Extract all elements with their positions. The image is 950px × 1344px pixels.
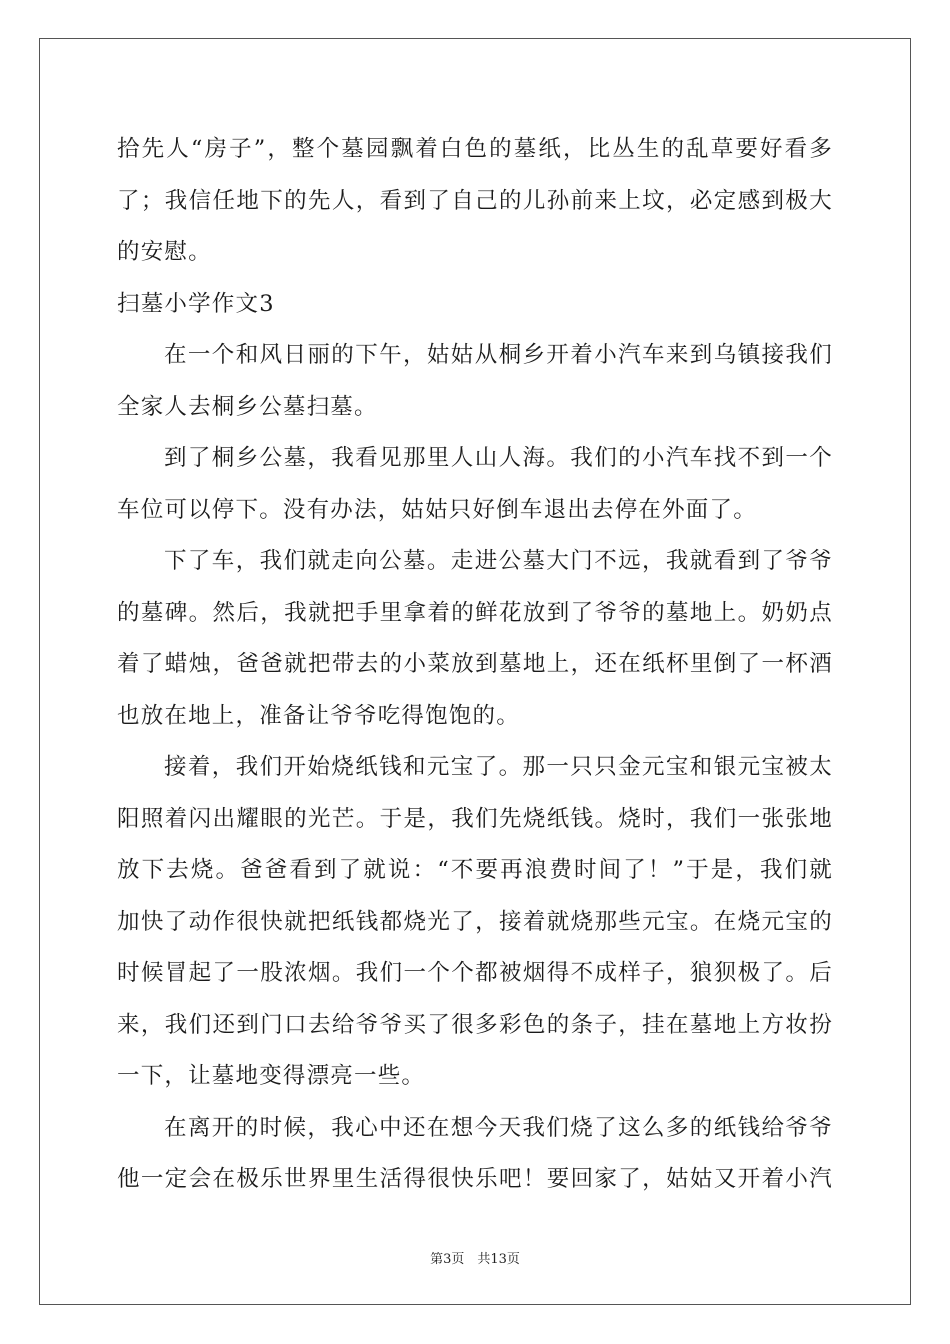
- text-line: 的墓碑。然后，我就把手里拿着的鲜花放到了爷爷的墓地上。奶奶点: [117, 599, 833, 626]
- text-line: 加快了动作很快就把纸钱都烧光了，接着就烧那些元宝。在烧元宝的: [117, 908, 833, 935]
- page-number-footer: 第3页 共13页: [430, 1252, 520, 1267]
- text-line: 在离开的时候，我心中还在想今天我们烧了这么多的纸钱给爷爷: [164, 1114, 833, 1141]
- text-line: 在一个和风日丽的下午，姑姑从桐乡开着小汽车来到乌镇接我们: [164, 342, 833, 368]
- text-line: 下了车，我们就走向公墓。走进公墓大门不远，我就看到了爷爷: [164, 548, 833, 574]
- paragraph: [117, 433, 833, 536]
- text-line: 时候冒起了一股浓烟。我们一个个都被烟得不成样子，狼狈极了。后: [117, 960, 833, 986]
- text-line: 放下去烧。爸爸看到了就说：“不要再浪费时间了！”于是，我们就: [117, 857, 833, 883]
- section-heading: [117, 279, 833, 331]
- text-line: 阳照着闪出耀眼的光芒。于是，我们先烧纸钱。烧时，我们一张张地: [117, 805, 833, 832]
- text-line: 一下，让墓地变得漂亮一些。: [117, 1063, 426, 1089]
- text-line: 扫墓小学作文3: [117, 290, 275, 317]
- document-body: [117, 124, 833, 1206]
- text-line: 着了蜡烛，爸爸就把带去的小菜放到墓地上，还在纸杯里倒了一杯酒: [117, 651, 833, 677]
- paragraph: [117, 742, 833, 1103]
- paragraph: [117, 536, 833, 742]
- paragraph: [117, 1103, 833, 1206]
- text-line: 车位可以停下。没有办法，姑姑只好倒车退出去停在外面了。: [117, 496, 757, 523]
- text-line: 来，我们还到门口去给爷爷买了很多彩色的条子，挂在墓地上方妆扮: [117, 1011, 833, 1038]
- paragraph: [117, 124, 833, 279]
- text-line: 了；我信任地下的先人，看到了自己的儿孙前来上坟，必定感到极大: [117, 187, 833, 214]
- paragraph: [117, 330, 833, 433]
- text-line: 全家人去桐乡公墓扫墓。: [117, 393, 378, 420]
- text-line: 的安慰。: [117, 239, 212, 265]
- text-line: 接着，我们开始烧纸钱和元宝了。那一只只金元宝和银元宝被太: [164, 754, 833, 780]
- text-line: 他一定会在极乐世界里生活得很快乐吧！要回家了，姑姑又开着小汽: [117, 1166, 833, 1192]
- text-line: 到了桐乡公墓，我看见那里人山人海。我们的小汽车找不到一个: [164, 445, 833, 471]
- text-line: 拾先人“房子”，整个墓园飘着白色的墓纸，比丛生的乱草要好看多: [117, 136, 833, 162]
- text-line: 也放在地上，准备让爷爷吃得饱饱的。: [117, 702, 520, 729]
